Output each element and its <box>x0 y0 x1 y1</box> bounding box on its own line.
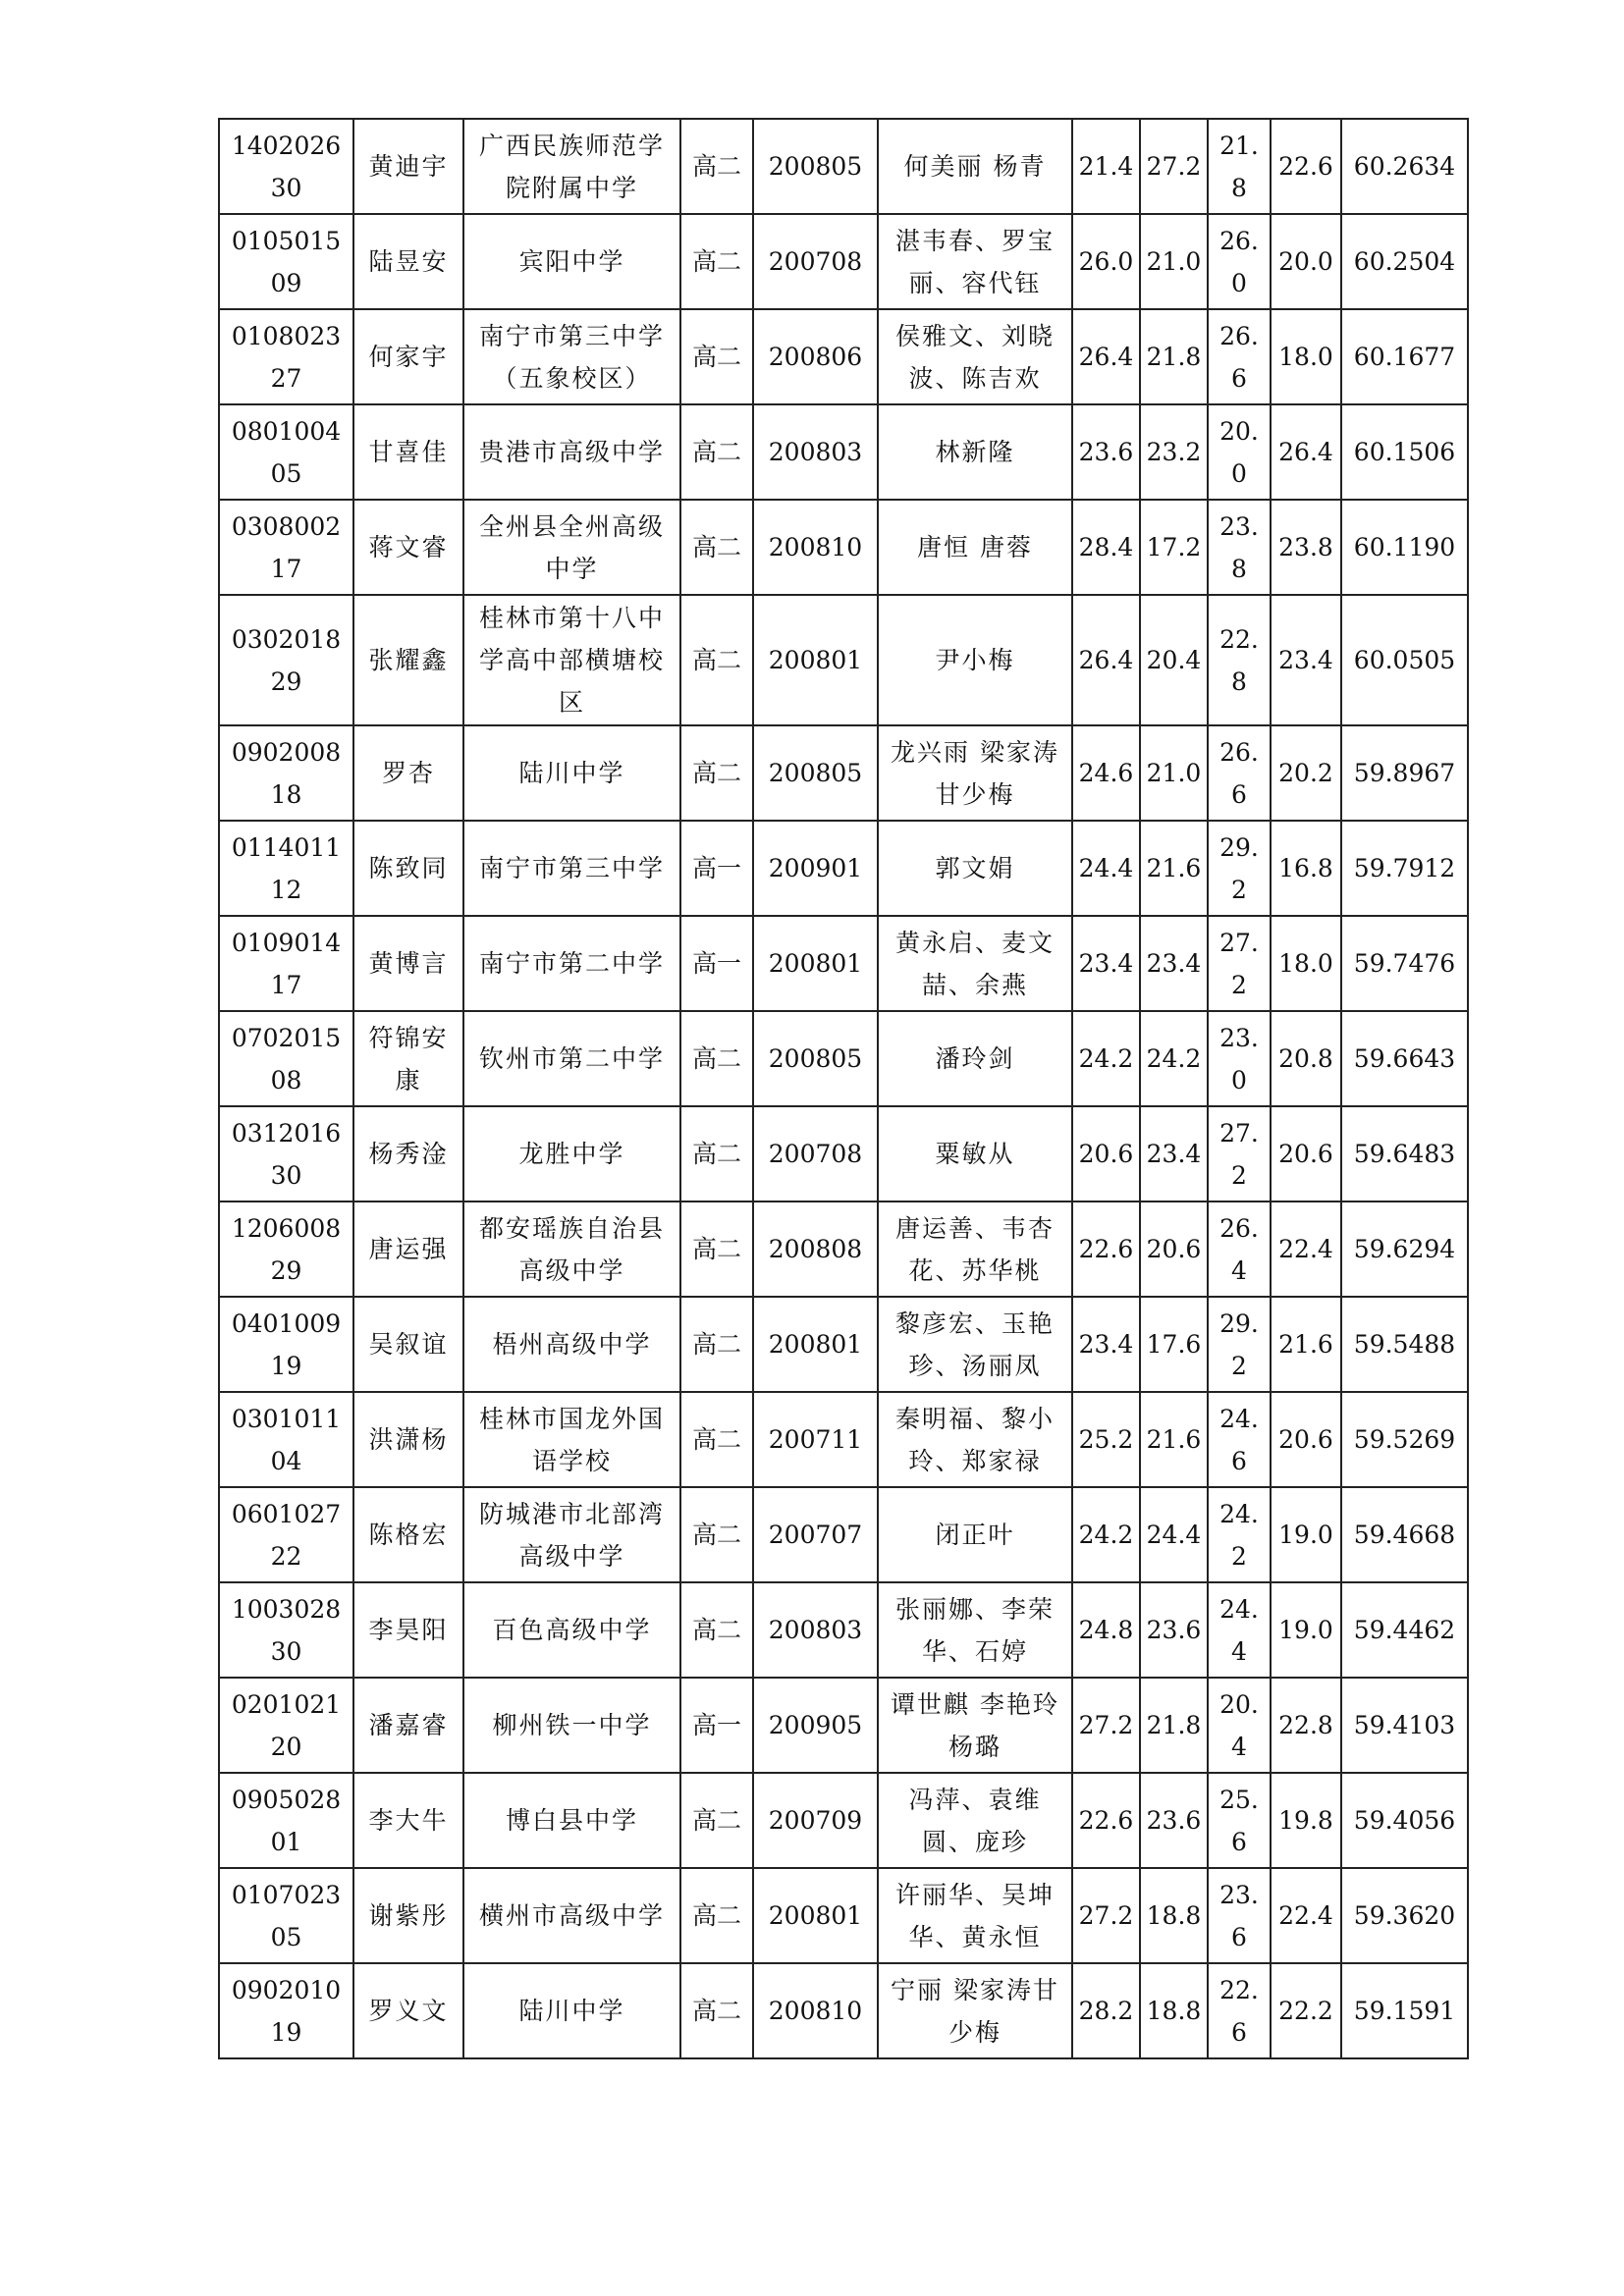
total-score-cell: 59.6294 <box>1341 1201 1468 1297</box>
grade-cell: 高二 <box>680 595 753 725</box>
student-name-cell: 潘嘉睿 <box>353 1678 463 1773</box>
score-3-cell: 26.0 <box>1208 214 1271 309</box>
school-cell: 龙胜中学 <box>463 1106 680 1201</box>
teacher-cell: 粟敏从 <box>878 1106 1072 1201</box>
teacher-cell: 侯雅文、刘晓波、陈吉欢 <box>878 309 1072 404</box>
class-code-cell: 200803 <box>753 1582 878 1678</box>
candidate-id-cell: 010501509 <box>219 214 353 309</box>
school-cell: 都安瑶族自治县高级中学 <box>463 1201 680 1297</box>
grade-cell: 高二 <box>680 1011 753 1106</box>
total-score-cell: 59.4103 <box>1341 1678 1468 1773</box>
score-1-cell: 26.4 <box>1072 595 1140 725</box>
candidate-id-cell: 030800217 <box>219 500 353 595</box>
score-4-cell: 22.4 <box>1271 1868 1341 1963</box>
class-code-cell: 200805 <box>753 119 878 214</box>
score-3-cell: 27.2 <box>1208 916 1271 1011</box>
score-2-cell: 23.4 <box>1140 916 1208 1011</box>
school-cell: 广西民族师范学院附属中学 <box>463 119 680 214</box>
score-1-cell: 23.6 <box>1072 404 1140 500</box>
table-row <box>219 821 1468 916</box>
school-cell: 陆川中学 <box>463 725 680 821</box>
score-4-cell: 22.6 <box>1271 119 1341 214</box>
score-3-cell: 20.0 <box>1208 404 1271 500</box>
score-3-cell: 25.6 <box>1208 1773 1271 1868</box>
score-3-cell: 21.8 <box>1208 119 1271 214</box>
school-cell: 全州县全州高级中学 <box>463 500 680 595</box>
score-4-cell: 19.0 <box>1271 1487 1341 1582</box>
total-score-cell: 59.4462 <box>1341 1582 1468 1678</box>
teacher-cell: 许丽华、吴坤华、黄永恒 <box>878 1868 1072 1963</box>
class-code-cell: 200810 <box>753 1963 878 2058</box>
score-1-cell: 23.4 <box>1072 916 1140 1011</box>
score-4-cell: 18.0 <box>1271 309 1341 404</box>
score-2-cell: 20.4 <box>1140 595 1208 725</box>
grade-cell: 高一 <box>680 1678 753 1773</box>
total-score-cell: 59.7476 <box>1341 916 1468 1011</box>
class-code-cell: 200707 <box>753 1487 878 1582</box>
candidate-id-cell: 030201829 <box>219 595 353 725</box>
teacher-cell: 秦明福、黎小玲、郑家禄 <box>878 1392 1072 1487</box>
table-row <box>219 1963 1468 2058</box>
total-score-cell: 59.4056 <box>1341 1773 1468 1868</box>
score-2-cell: 24.2 <box>1140 1011 1208 1106</box>
total-score-cell: 59.3620 <box>1341 1868 1468 1963</box>
score-2-cell: 27.2 <box>1140 119 1208 214</box>
school-cell: 百色高级中学 <box>463 1582 680 1678</box>
table-row <box>219 500 1468 595</box>
student-name-cell: 吴叙谊 <box>353 1297 463 1392</box>
table-body <box>219 119 1468 2058</box>
score-1-cell: 24.2 <box>1072 1011 1140 1106</box>
total-score-cell: 59.8967 <box>1341 725 1468 821</box>
school-cell: 梧州高级中学 <box>463 1297 680 1392</box>
candidate-id-cell: 100302830 <box>219 1582 353 1678</box>
student-name-cell: 符锦安康 <box>353 1011 463 1106</box>
score-3-cell: 22.8 <box>1208 595 1271 725</box>
student-name-cell: 黄迪宇 <box>353 119 463 214</box>
school-cell: 柳州铁一中学 <box>463 1678 680 1773</box>
score-1-cell: 26.0 <box>1072 214 1140 309</box>
grade-cell: 高二 <box>680 214 753 309</box>
student-name-cell: 杨秀淦 <box>353 1106 463 1201</box>
score-3-cell: 24.4 <box>1208 1582 1271 1678</box>
score-3-cell: 23.6 <box>1208 1868 1271 1963</box>
teacher-cell: 潘玲剑 <box>878 1011 1072 1106</box>
class-code-cell: 200805 <box>753 1011 878 1106</box>
score-1-cell: 24.8 <box>1072 1582 1140 1678</box>
candidate-id-cell: 010702305 <box>219 1868 353 1963</box>
teacher-cell: 闭正叶 <box>878 1487 1072 1582</box>
table-row <box>219 1011 1468 1106</box>
class-code-cell: 200801 <box>753 1297 878 1392</box>
teacher-cell: 宁丽 梁家涛甘少梅 <box>878 1963 1072 2058</box>
school-cell: 博白县中学 <box>463 1773 680 1868</box>
teacher-cell: 张丽娜、李荣华、石婷 <box>878 1582 1072 1678</box>
class-code-cell: 200803 <box>753 404 878 500</box>
grade-cell: 高二 <box>680 1201 753 1297</box>
class-code-cell: 200806 <box>753 309 878 404</box>
student-name-cell: 唐运强 <box>353 1201 463 1297</box>
candidate-id-cell: 090201019 <box>219 1963 353 2058</box>
total-score-cell: 59.1591 <box>1341 1963 1468 2058</box>
grade-cell: 高二 <box>680 500 753 595</box>
score-3-cell: 26.6 <box>1208 309 1271 404</box>
score-table <box>218 118 1469 2059</box>
score-3-cell: 20.4 <box>1208 1678 1271 1773</box>
candidate-id-cell: 080100405 <box>219 404 353 500</box>
teacher-cell: 何美丽 杨青 <box>878 119 1072 214</box>
score-1-cell: 23.4 <box>1072 1297 1140 1392</box>
candidate-id-cell: 030101104 <box>219 1392 353 1487</box>
score-4-cell: 22.2 <box>1271 1963 1341 2058</box>
class-code-cell: 200905 <box>753 1678 878 1773</box>
score-1-cell: 22.6 <box>1072 1201 1140 1297</box>
score-2-cell: 21.6 <box>1140 1392 1208 1487</box>
school-cell: 陆川中学 <box>463 1963 680 2058</box>
student-name-cell: 何家宇 <box>353 309 463 404</box>
score-1-cell: 27.2 <box>1072 1868 1140 1963</box>
score-3-cell: 29.2 <box>1208 821 1271 916</box>
score-4-cell: 21.6 <box>1271 1297 1341 1392</box>
candidate-id-cell: 070201508 <box>219 1011 353 1106</box>
score-4-cell: 20.6 <box>1271 1392 1341 1487</box>
total-score-cell: 60.2634 <box>1341 119 1468 214</box>
table-row <box>219 1868 1468 1963</box>
candidate-id-cell: 120600829 <box>219 1201 353 1297</box>
score-4-cell: 26.4 <box>1271 404 1341 500</box>
table-row <box>219 1487 1468 1582</box>
school-cell: 桂林市第十八中学高中部横塘校区 <box>463 595 680 725</box>
table-row <box>219 214 1468 309</box>
score-4-cell: 19.8 <box>1271 1773 1341 1868</box>
score-1-cell: 28.2 <box>1072 1963 1140 2058</box>
class-code-cell: 200801 <box>753 916 878 1011</box>
table-row <box>219 916 1468 1011</box>
score-2-cell: 21.0 <box>1140 725 1208 821</box>
candidate-id-cell: 031201630 <box>219 1106 353 1201</box>
grade-cell: 高二 <box>680 309 753 404</box>
total-score-cell: 60.1190 <box>1341 500 1468 595</box>
total-score-cell: 59.4668 <box>1341 1487 1468 1582</box>
class-code-cell: 200711 <box>753 1392 878 1487</box>
score-1-cell: 21.4 <box>1072 119 1140 214</box>
score-4-cell: 18.0 <box>1271 916 1341 1011</box>
table-row <box>219 119 1468 214</box>
student-name-cell: 罗义文 <box>353 1963 463 2058</box>
total-score-cell: 60.1677 <box>1341 309 1468 404</box>
teacher-cell: 唐运善、韦杏花、苏华桃 <box>878 1201 1072 1297</box>
student-name-cell: 陈致同 <box>353 821 463 916</box>
class-code-cell: 200708 <box>753 214 878 309</box>
score-4-cell: 20.8 <box>1271 1011 1341 1106</box>
total-score-cell: 60.1506 <box>1341 404 1468 500</box>
school-cell: 南宁市第三中学 <box>463 821 680 916</box>
total-score-cell: 59.7912 <box>1341 821 1468 916</box>
table-row <box>219 1773 1468 1868</box>
teacher-cell: 湛韦春、罗宝丽、容代钰 <box>878 214 1072 309</box>
student-name-cell: 蒋文睿 <box>353 500 463 595</box>
score-2-cell: 21.6 <box>1140 821 1208 916</box>
total-score-cell: 59.6643 <box>1341 1011 1468 1106</box>
score-3-cell: 29.2 <box>1208 1297 1271 1392</box>
grade-cell: 高一 <box>680 821 753 916</box>
score-2-cell: 20.6 <box>1140 1201 1208 1297</box>
score-3-cell: 23.8 <box>1208 500 1271 595</box>
teacher-cell: 唐恒 唐蓉 <box>878 500 1072 595</box>
class-code-cell: 200805 <box>753 725 878 821</box>
class-code-cell: 200801 <box>753 1868 878 1963</box>
student-name-cell: 张耀鑫 <box>353 595 463 725</box>
score-4-cell: 20.0 <box>1271 214 1341 309</box>
student-name-cell: 李昊阳 <box>353 1582 463 1678</box>
candidate-id-cell: 010901417 <box>219 916 353 1011</box>
score-1-cell: 24.6 <box>1072 725 1140 821</box>
teacher-cell: 冯萍、袁维圆、庞珍 <box>878 1773 1072 1868</box>
score-4-cell: 20.6 <box>1271 1106 1341 1201</box>
class-code-cell: 200808 <box>753 1201 878 1297</box>
candidate-id-cell: 090502801 <box>219 1773 353 1868</box>
score-2-cell: 23.2 <box>1140 404 1208 500</box>
score-3-cell: 26.4 <box>1208 1201 1271 1297</box>
score-2-cell: 17.2 <box>1140 500 1208 595</box>
score-3-cell: 24.6 <box>1208 1392 1271 1487</box>
score-2-cell: 21.8 <box>1140 1678 1208 1773</box>
candidate-id-cell: 060102722 <box>219 1487 353 1582</box>
score-2-cell: 18.8 <box>1140 1963 1208 2058</box>
table-row <box>219 595 1468 725</box>
teacher-cell: 谭世麒 李艳玲杨璐 <box>878 1678 1072 1773</box>
candidate-id-cell: 020102120 <box>219 1678 353 1773</box>
score-1-cell: 27.2 <box>1072 1678 1140 1773</box>
score-1-cell: 24.2 <box>1072 1487 1140 1582</box>
score-4-cell: 20.2 <box>1271 725 1341 821</box>
score-3-cell: 24.2 <box>1208 1487 1271 1582</box>
score-3-cell: 22.6 <box>1208 1963 1271 2058</box>
candidate-id-cell: 040100919 <box>219 1297 353 1392</box>
candidate-id-cell: 140202630 <box>219 119 353 214</box>
score-4-cell: 23.4 <box>1271 595 1341 725</box>
grade-cell: 高二 <box>680 1297 753 1392</box>
score-2-cell: 21.8 <box>1140 309 1208 404</box>
score-2-cell: 23.4 <box>1140 1106 1208 1201</box>
grade-cell: 高二 <box>680 1392 753 1487</box>
score-4-cell: 22.4 <box>1271 1201 1341 1297</box>
grade-cell: 高二 <box>680 1868 753 1963</box>
grade-cell: 高二 <box>680 1582 753 1678</box>
class-code-cell: 200708 <box>753 1106 878 1201</box>
score-2-cell: 18.8 <box>1140 1868 1208 1963</box>
score-3-cell: 23.0 <box>1208 1011 1271 1106</box>
school-cell: 宾阳中学 <box>463 214 680 309</box>
score-3-cell: 26.6 <box>1208 725 1271 821</box>
score-1-cell: 24.4 <box>1072 821 1140 916</box>
teacher-cell: 黎彦宏、玉艳珍、汤丽凤 <box>878 1297 1072 1392</box>
candidate-id-cell: 010802327 <box>219 309 353 404</box>
student-name-cell: 陆昱安 <box>353 214 463 309</box>
teacher-cell: 林新隆 <box>878 404 1072 500</box>
class-code-cell: 200709 <box>753 1773 878 1868</box>
school-cell: 南宁市第三中学（五象校区） <box>463 309 680 404</box>
student-name-cell: 罗杏 <box>353 725 463 821</box>
total-score-cell: 59.5488 <box>1341 1297 1468 1392</box>
score-1-cell: 28.4 <box>1072 500 1140 595</box>
teacher-cell: 郭文娟 <box>878 821 1072 916</box>
score-4-cell: 23.8 <box>1271 500 1341 595</box>
student-name-cell: 黄博言 <box>353 916 463 1011</box>
student-name-cell: 李大牛 <box>353 1773 463 1868</box>
score-2-cell: 17.6 <box>1140 1297 1208 1392</box>
table-row <box>219 1392 1468 1487</box>
total-score-cell: 59.5269 <box>1341 1392 1468 1487</box>
school-cell: 防城港市北部湾高级中学 <box>463 1487 680 1582</box>
grade-cell: 高二 <box>680 404 753 500</box>
table-row <box>219 404 1468 500</box>
class-code-cell: 200801 <box>753 595 878 725</box>
school-cell: 桂林市国龙外国语学校 <box>463 1392 680 1487</box>
score-1-cell: 26.4 <box>1072 309 1140 404</box>
grade-cell: 高二 <box>680 1963 753 2058</box>
candidate-id-cell: 011401112 <box>219 821 353 916</box>
score-2-cell: 23.6 <box>1140 1582 1208 1678</box>
teacher-cell: 黄永启、麦文喆、余燕 <box>878 916 1072 1011</box>
total-score-cell: 60.0505 <box>1341 595 1468 725</box>
school-cell: 钦州市第二中学 <box>463 1011 680 1106</box>
school-cell: 贵港市高级中学 <box>463 404 680 500</box>
score-1-cell: 20.6 <box>1072 1106 1140 1201</box>
score-1-cell: 25.2 <box>1072 1392 1140 1487</box>
score-1-cell: 22.6 <box>1072 1773 1140 1868</box>
student-name-cell: 甘喜佳 <box>353 404 463 500</box>
grade-cell: 高二 <box>680 119 753 214</box>
table-row <box>219 1678 1468 1773</box>
school-cell: 横州市高级中学 <box>463 1868 680 1963</box>
grade-cell: 高二 <box>680 1487 753 1582</box>
table-row <box>219 1297 1468 1392</box>
table-row <box>219 1582 1468 1678</box>
candidate-id-cell: 090200818 <box>219 725 353 821</box>
teacher-cell: 龙兴雨 梁家涛甘少梅 <box>878 725 1072 821</box>
score-3-cell: 27.2 <box>1208 1106 1271 1201</box>
total-score-cell: 60.2504 <box>1341 214 1468 309</box>
class-code-cell: 200810 <box>753 500 878 595</box>
table-row <box>219 309 1468 404</box>
table-row <box>219 1201 1468 1297</box>
teacher-cell: 尹小梅 <box>878 595 1072 725</box>
student-name-cell: 陈格宏 <box>353 1487 463 1582</box>
score-2-cell: 23.6 <box>1140 1773 1208 1868</box>
student-name-cell: 洪潇杨 <box>353 1392 463 1487</box>
score-4-cell: 19.0 <box>1271 1582 1341 1678</box>
grade-cell: 高一 <box>680 916 753 1011</box>
school-cell: 南宁市第二中学 <box>463 916 680 1011</box>
score-4-cell: 16.8 <box>1271 821 1341 916</box>
score-4-cell: 22.8 <box>1271 1678 1341 1773</box>
table-row <box>219 1106 1468 1201</box>
grade-cell: 高二 <box>680 1106 753 1201</box>
grade-cell: 高二 <box>680 725 753 821</box>
total-score-cell: 59.6483 <box>1341 1106 1468 1201</box>
student-name-cell: 谢紫彤 <box>353 1868 463 1963</box>
score-2-cell: 24.4 <box>1140 1487 1208 1582</box>
grade-cell: 高二 <box>680 1773 753 1868</box>
table-row <box>219 725 1468 821</box>
score-2-cell: 21.0 <box>1140 214 1208 309</box>
class-code-cell: 200901 <box>753 821 878 916</box>
